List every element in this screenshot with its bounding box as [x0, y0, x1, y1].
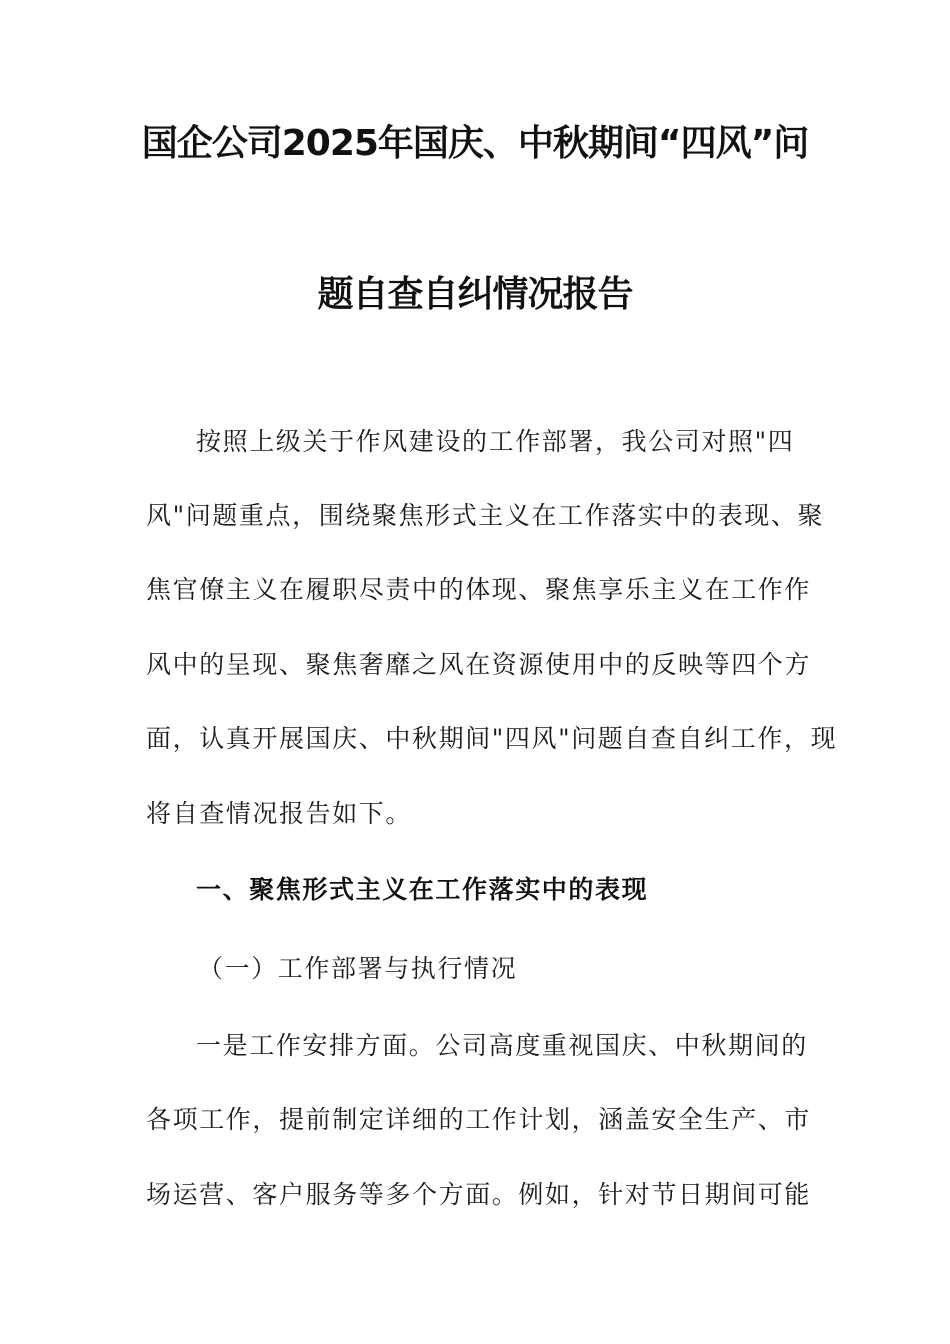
document-title-line-2: 题自查自纠情况报告	[317, 274, 633, 315]
paragraph-line: 一是工作安排方面。公司高度重视国庆、中秋期间的	[196, 1031, 808, 1060]
paragraph-line: 场运营、客户服务等多个方面。例如，针对节日期间可能	[146, 1180, 812, 1209]
intro-line: 风"问题重点，围绕聚焦形式主义在工作落实中的表现、聚	[146, 501, 825, 530]
intro-line: 焦官僚主义在履职尽责中的体现、聚焦享乐主义在工作作	[146, 575, 812, 604]
subsection-heading: （一）工作部署与执行情况	[198, 954, 518, 983]
intro-line: 风中的呈现、聚焦奢靡之风在资源使用中的反映等四个方	[146, 650, 812, 679]
section-heading: 一、聚焦形式主义在工作落实中的表现	[196, 875, 649, 904]
paragraph-line: 各项工作，提前制定详细的工作计划，涵盖安全生产、市	[146, 1105, 812, 1134]
intro-line: 按照上级关于作风建设的工作部署，我公司对照"四	[196, 427, 795, 456]
document-title-line-1: 国企公司2025年国庆、中秋期间“四风”问	[141, 123, 809, 164]
intro-line: 面，认真开展国庆、中秋期间"四风"问题自查自纠工作，现	[146, 724, 838, 753]
intro-line: 将自查情况报告如下。	[146, 799, 413, 828]
